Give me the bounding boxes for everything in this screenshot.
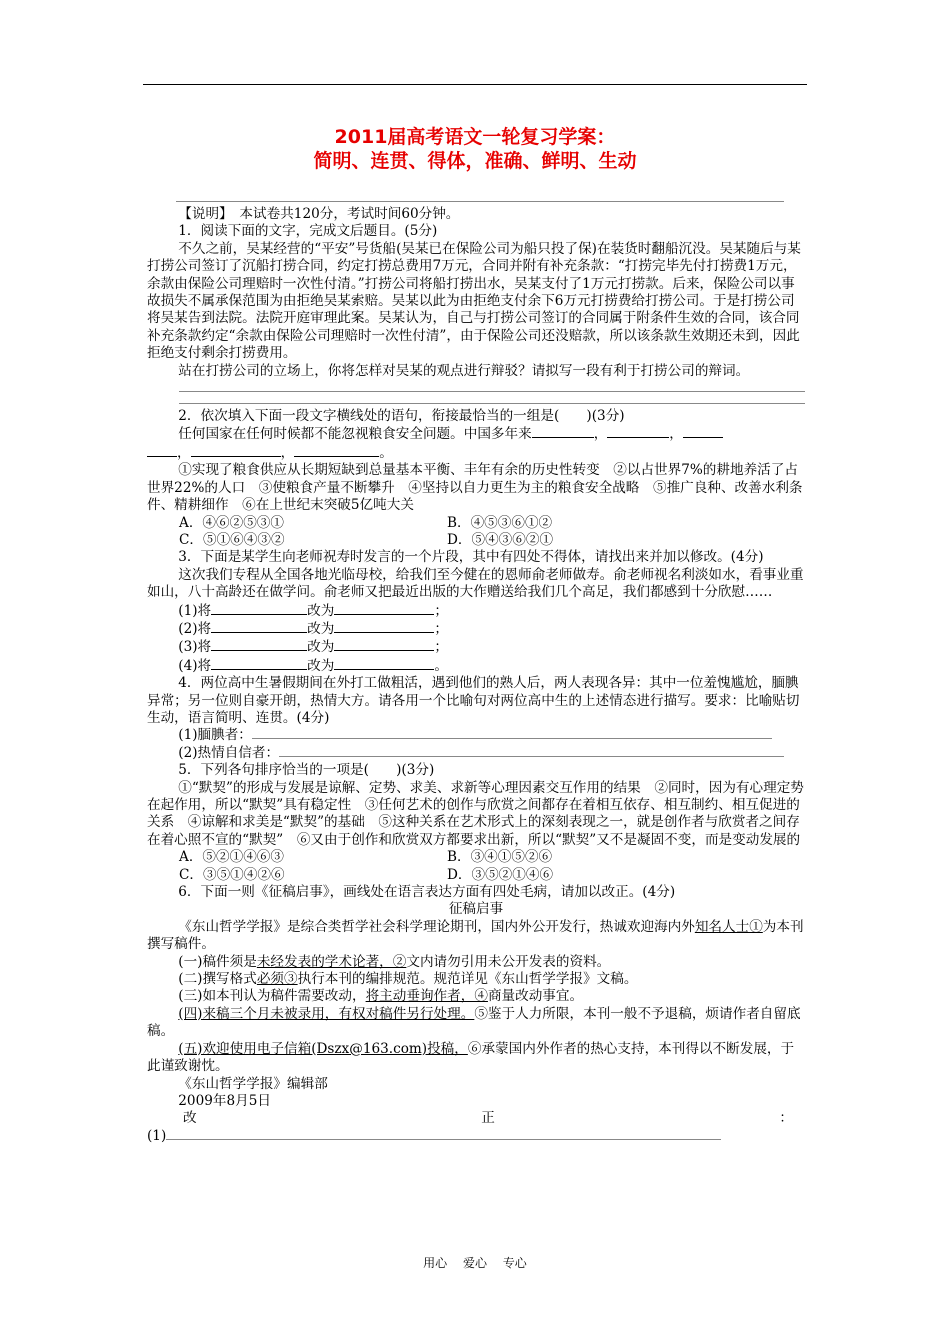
notice-underlined: 知名人士①	[694, 918, 763, 935]
notice-underlined: 将主动垂询作者，④	[365, 988, 488, 1005]
q1-stem: 1．阅读下面的文字，完成文后题目。(5分)	[178, 223, 438, 240]
q3-blank[interactable]	[334, 620, 434, 633]
notice-text: 商量改动事宜。	[487, 988, 584, 1005]
doc-title-line2: 简明、连贯、得体，准确、鲜明、生动	[313, 150, 637, 172]
q2-blank[interactable]	[607, 425, 669, 438]
q5-option-a[interactable]: A．⑤②①④⑥③	[179, 849, 284, 866]
notice-text: 执行本刊的编排规范。规范详见《东山哲学学报》文稿。	[297, 971, 638, 988]
q1-ask: 站在打捞公司的立场上，你将怎样对吴某的观点进行辩驳？请拟写一段有利于打捞公司的辩词。	[178, 362, 750, 379]
q3-stem: 3．下面是某学生向老师祝寿时发言的一个片段，其中有四处不得体，请找出来并加以修改。(4分)	[178, 549, 764, 566]
notice-item-3	[147, 988, 805, 1005]
notice-item-5	[147, 1041, 805, 1076]
correction-heading-char: 改	[183, 1110, 197, 1127]
notice-underlined: (四)来稿三个月未被录用，有权对稿件另行处理。	[178, 1005, 475, 1022]
q2-blank[interactable]	[532, 425, 594, 438]
q2-option-a[interactable]: A．④⑥②⑤③①	[179, 514, 284, 531]
q3-row-end: ；	[434, 620, 448, 637]
notice-title: 征稿启事	[448, 901, 504, 918]
q3-blank[interactable]	[334, 638, 434, 651]
notice-text: ⑥承蒙国内外作者的热心支持，本刊得以不断发展，于此谨致谢忱。	[147, 1040, 795, 1075]
notice-underlined: 必须③	[256, 971, 298, 988]
document-body	[147, 206, 805, 1145]
q2-option-b[interactable]: B．④⑤③⑥①②	[447, 514, 553, 531]
q6-answer-label: (1)	[147, 1127, 167, 1144]
q2-lead-cont: ， ， 。	[147, 444, 805, 462]
q6-answer-1	[147, 1128, 805, 1145]
q4-answer-line[interactable]	[279, 746, 784, 757]
notice-text: ⑤鉴于人力所限，本刊一般不予退稿，烦请作者自留底稿。	[147, 1005, 801, 1040]
q2-blank[interactable]	[294, 444, 379, 457]
notice-text: (一)稿件须是	[178, 953, 257, 970]
notice-item-2	[147, 971, 805, 988]
q5-option-c[interactable]: C．③⑤①④②⑥	[179, 866, 285, 883]
notice-text: 为本刊撰写稿件。	[147, 918, 804, 953]
q1-answer-line[interactable]	[179, 392, 805, 404]
q6-stem: 6．下面一则《征稿启事》，画线处在语言表达方面有四处毛病，请加以改正。(4分)	[178, 884, 676, 901]
q2-lead: 任何国家在任何时候都不能忽视粮食安全问题。中国多年来 ， ，	[147, 425, 805, 443]
title-divider	[176, 201, 784, 202]
q3-row-label: (3)将	[178, 639, 212, 656]
q3-blank[interactable]	[211, 602, 307, 615]
q3-row-mid: 改为	[307, 620, 335, 637]
correction-heading-char: ：	[779, 1110, 793, 1127]
correction-heading	[147, 1110, 805, 1127]
page-footer: 用心 爱心 专心	[423, 1256, 527, 1270]
notice-text: 文内请勿引用未公开发表的资料。	[406, 953, 611, 970]
q4-answer-label: (1)腼腆者：	[178, 727, 252, 744]
notice-text: 《东山哲学学报》是综合类哲学社会科学理论期刊，国内外公开发行，热诚欢迎海内外	[178, 918, 695, 935]
q1-answer-line[interactable]	[179, 380, 805, 392]
q3-blank[interactable]	[334, 657, 434, 670]
q2-lead-end: 。	[379, 444, 393, 461]
q3-row-label: (1)将	[178, 602, 212, 619]
q3-blank[interactable]	[211, 620, 307, 633]
q2-blank[interactable]	[683, 425, 723, 438]
notice-signature: 《东山哲学学报》编辑部	[178, 1075, 328, 1092]
q3-row-1	[147, 602, 805, 620]
q5-option-b[interactable]: B．③④①⑤②⑥	[447, 849, 553, 866]
q3-row-label: (2)将	[178, 620, 212, 637]
q5-stem: 5．下列各句排序恰当的一项是( )(3分)	[178, 762, 435, 779]
q3-passage: 这次我们专程从全国各地光临母校，给我们至今健在的恩师俞老师做寿。俞老师视名利淡如水，看事业重如山，八十高龄还在做学问。俞老师又把最近出版的大作赠送给我们几个高足，我们都感到十分欣慰……	[147, 566, 804, 601]
q6-answer-line[interactable]	[166, 1129, 721, 1140]
q3-blank[interactable]	[211, 638, 307, 651]
correction-heading-char: 正	[481, 1110, 495, 1127]
q3-row-3	[147, 638, 805, 656]
q2-options-row	[147, 515, 805, 532]
notice-text: (三)如本刊认为稿件需要改动，	[178, 988, 366, 1005]
q5-option-d[interactable]: D．③⑤②①④⑥	[447, 866, 554, 883]
notice-underlined: (五)欢迎使用电子信箱(Dszx@163.com)投稿，	[178, 1040, 468, 1057]
q1-passage: 不久之前，吴某经营的“平安”号货船(吴某已在保险公司为船只投了保)在装货时翻船沉没。吴某随后与某打捞公司签订了沉船打捞合同，约定打捞总费用7万元，合同并附有补充条款：“打捞完毕先付打捞费1万元，余款由保险公司理赔时一次性付清。”打捞公司将船打捞出水，吴某支付了1万元打捞款。后来，保险公司以事故损失不属承保范围为由拒绝吴某索赔。吴某以此为由拒绝支付余下6万元打捞费给打捞公司。于是打捞公司将吴某告到法院。法院开庭审理此案。吴某认为，自己与打捞公司签订的合同属于附条件生效的合同，该合同补充条款约定“余款由保险公司理赔时一次性付清”，由于保险公司还没赔款，所以该条款生效期还未到，因此拒绝支付剩余打捞费用。	[147, 240, 801, 362]
notice-intro	[147, 919, 805, 954]
q4-answer-line[interactable]	[252, 728, 772, 739]
q3-row-mid: 改为	[307, 602, 335, 619]
q2-blank[interactable]	[191, 444, 281, 457]
header-rule	[143, 84, 807, 85]
q3-row-2	[147, 620, 805, 638]
q3-row-end: 。	[434, 657, 448, 674]
q2-blank[interactable]	[147, 444, 177, 457]
q3-row-end: ；	[434, 639, 448, 656]
q2-items: ①实现了粮食供应从长期短缺到总量基本平衡、丰年有余的历史性转变 ②以占世界7%的耕地养活了占世界22%的人口 ③使粮食产量不断攀升 ④坚持以自力更生为主的粮食安全战略 ⑤推广良种、改善水利条件、精耕细作 ⑥在上世纪末突破5亿吨大关	[147, 462, 803, 514]
notice-text: (二)撰写格式	[178, 971, 257, 988]
q3-row-mid: 改为	[307, 657, 335, 674]
q5-options-row	[147, 867, 805, 884]
q3-blank[interactable]	[334, 602, 434, 615]
q2-option-c[interactable]: C．⑤①⑥④③②	[179, 531, 285, 548]
notice-item-4	[147, 1006, 805, 1041]
exam-note: 【说明】 本试卷共120分，考试时间60分钟。	[178, 206, 460, 222]
q4-answer-1	[147, 727, 805, 744]
q5-options-row	[147, 849, 805, 866]
q2-option-d[interactable]: D．⑤④③⑥②①	[447, 531, 554, 548]
q3-row-end: ；	[434, 602, 448, 619]
q2-lead-text: 任何国家在任何时候都不能忽视粮食安全问题。中国多年来	[178, 426, 532, 443]
q5-passage: ①“默契”的形成与发展是谅解、定势、求美、求新等心理因素交互作用的结果 ②同时，因为有心理定势在起作用，所以“默契”具有稳定性 ③任何艺术的创作与欣赏之间都存在着相互依存、相互制约、相互促进的关系 ④谅解和求美是“默契”的基础 ⑤这种关系在艺术形式上的深刻表现之一，就是创作者与欣赏者之间存在着心照不宣的“默契” ⑥又由于创作和欣赏双方都要求出新，所以“默契”又不是凝固不变，而是变动发展的	[147, 779, 804, 848]
q4-answer-label: (2)热情自信者：	[178, 744, 280, 761]
q2-options-row	[147, 532, 805, 549]
notice-date: 2009年8月5日	[178, 1092, 271, 1109]
q3-row-label: (4)将	[178, 657, 212, 674]
q3-row-mid: 改为	[307, 639, 335, 656]
doc-title-line1: 2011届高考语文一轮复习学案：	[334, 126, 616, 148]
q3-blank[interactable]	[211, 657, 307, 670]
q4-answer-2	[147, 745, 805, 762]
q3-row-4	[147, 657, 805, 675]
q2-stem: 2．依次填入下面一段文字横线处的语句，衔接最恰当的一组是( )(3分)	[178, 408, 625, 425]
notice-underlined: 未经发表的学术论著，②	[256, 953, 407, 970]
q4-stem: 4．两位高中生暑假期间在外打工做粗活，遇到他们的熟人后，两人表现各异：其中一位羞愧尴尬，腼腆异常；另一位则自豪开朗，热情大方。请各用一个比喻句对两位高中生的上述情态进行描写。要求：比喻贴切生动，语言简明、连贯。(4分)	[147, 675, 800, 726]
notice-item-1	[147, 954, 805, 971]
